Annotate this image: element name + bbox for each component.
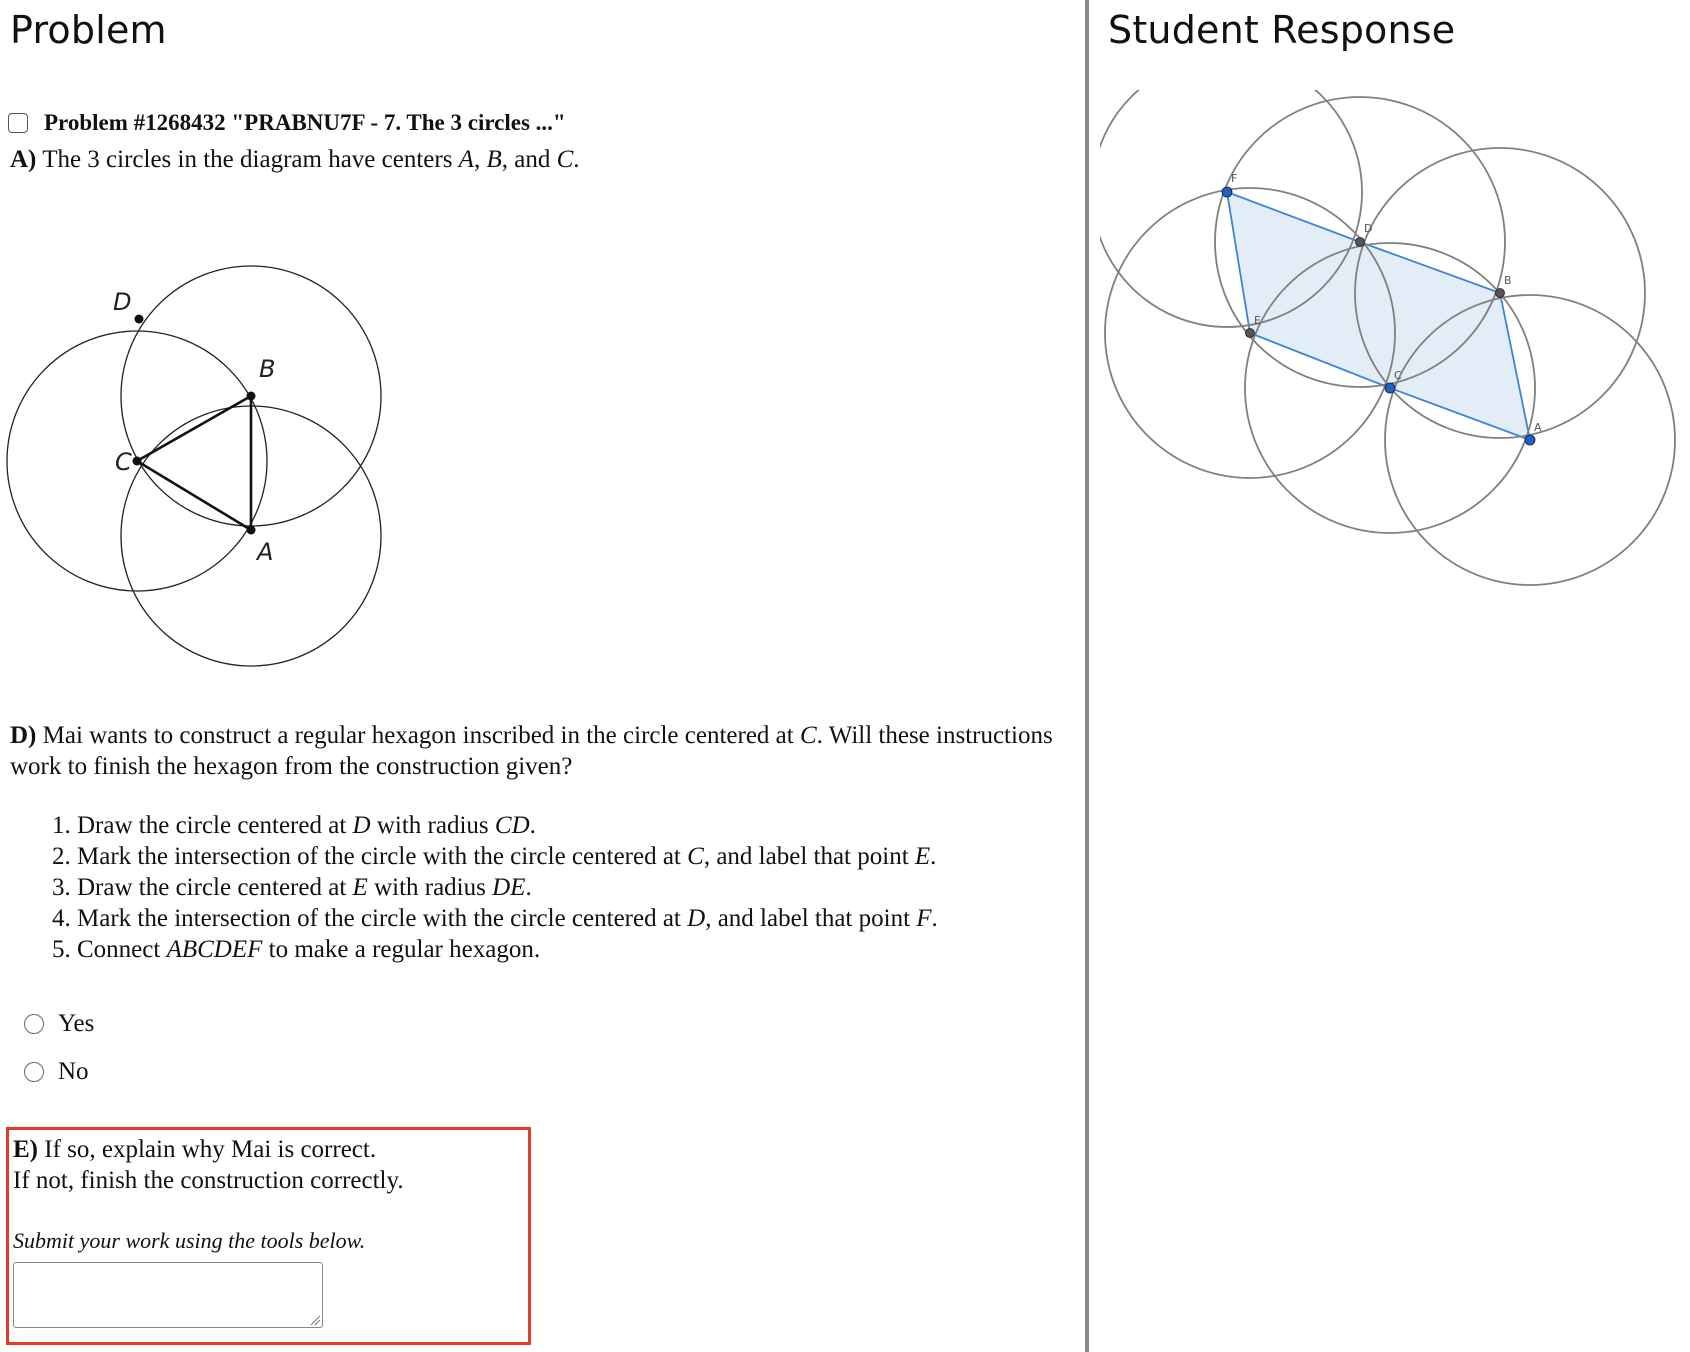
point-e (1246, 329, 1255, 338)
step-item (52, 872, 938, 903)
step-text: to make a regular hexagon. (262, 936, 541, 963)
problem-header-text: Problem #1268432 "PRABNU7F - 7. The 3 circles ..." (44, 110, 566, 135)
part-d-text-2: . Will these instructions (816, 722, 1053, 749)
segment-cb (137, 396, 251, 461)
part-d-prompt-line-1 (10, 722, 1053, 750)
part-e-text-1: If so, explain why Mai is correct. (38, 1136, 377, 1163)
option-no-label: No (58, 1058, 89, 1085)
problem-header (8, 110, 566, 136)
step-text: . (525, 874, 532, 901)
problem-select-checkbox[interactable] (8, 113, 28, 133)
part-e-prompt-line-2: If not, finish the construction correctly. (13, 1167, 404, 1194)
step-item (52, 934, 938, 965)
step-number: 4. (52, 905, 71, 932)
step-var: E (352, 874, 368, 901)
part-a-text-1: The 3 circles in the diagram have centers (36, 146, 459, 173)
problem-diagram (0, 230, 400, 680)
step-text: , and label that point (703, 843, 915, 870)
step-item (52, 810, 938, 841)
part-a-label: A) (10, 146, 37, 173)
step-number: 3. (52, 874, 71, 901)
step-number: 1. (52, 812, 71, 839)
segment-ac (137, 461, 251, 530)
step-text: with radius (370, 812, 495, 839)
step-var: DE (492, 874, 526, 901)
part-a-prompt (10, 146, 580, 174)
step-var: C (687, 843, 704, 870)
part-e-instruction: Submit your work using the tools below. (13, 1228, 366, 1253)
option-no[interactable] (24, 1058, 89, 1086)
label-d: D (113, 288, 132, 316)
part-a-sep-1: , (473, 146, 487, 173)
step-text: . (931, 905, 938, 932)
student-response-diagram (1100, 90, 1690, 600)
point-a (1525, 435, 1535, 445)
part-a-var-c: C (556, 146, 574, 173)
step-number: 5. (52, 936, 71, 963)
option-no-radio[interactable] (24, 1062, 44, 1082)
step-text: Draw the circle centered at (70, 812, 353, 839)
step-var: F (916, 905, 932, 932)
point-b (247, 392, 256, 401)
step-var: D (352, 812, 371, 839)
part-d-prompt-line-2: work to finish the hexagon from the construction given? (10, 753, 573, 780)
step-var: CD (494, 812, 530, 839)
step-text: , and label that point (705, 905, 917, 932)
step-text: Mark the intersection of the circle with the circle centered at (70, 843, 688, 870)
resize-grip-icon[interactable] (309, 1314, 321, 1326)
point-d (135, 315, 144, 324)
part-e-answer-input[interactable] (13, 1262, 323, 1328)
part-e-prompt-line-1 (13, 1136, 376, 1164)
label-c: C (1394, 369, 1402, 382)
label-a: A (257, 538, 274, 566)
point-f (1222, 187, 1232, 197)
step-text: Mark the intersection of the circle with the circle centered at (70, 905, 688, 932)
label-c: C (115, 448, 132, 476)
label-b: B (259, 355, 276, 383)
part-a-sep-2: , and (501, 146, 557, 173)
label-b: B (1504, 274, 1512, 287)
part-e-highlight-box (6, 1127, 531, 1345)
step-text: . (930, 843, 937, 870)
point-b (1496, 289, 1505, 298)
part-a-var-b: B (486, 146, 502, 173)
point-d (1356, 238, 1365, 247)
step-var: E (914, 843, 931, 870)
part-d-text-1: Mai wants to construct a regular hexagon inscribed in the circle centered at (36, 722, 800, 749)
label-d: D (1364, 222, 1373, 235)
step-text: . (529, 812, 536, 839)
label-f: F (1231, 172, 1238, 185)
problem-pane-title: Problem (10, 8, 167, 52)
part-a-var-a: A (458, 146, 474, 173)
instruction-steps (52, 810, 938, 965)
step-var: ABCDEF (166, 936, 263, 963)
pane-divider[interactable] (1085, 0, 1089, 1352)
step-item (52, 903, 938, 934)
step-number: 2. (52, 843, 71, 870)
step-var: D (687, 905, 706, 932)
part-e-label: E) (13, 1136, 38, 1163)
step-item (52, 841, 938, 872)
option-yes-radio[interactable] (24, 1014, 44, 1034)
part-a-end: . (573, 146, 580, 173)
part-d-var-c: C (799, 722, 817, 749)
step-text: with radius (367, 874, 493, 901)
point-a (247, 526, 256, 535)
part-d-label: D) (10, 722, 37, 749)
point-c (133, 457, 142, 466)
label-e: E (1254, 314, 1261, 327)
point-c (1385, 383, 1395, 393)
label-a: A (1534, 421, 1542, 434)
option-yes-label: Yes (58, 1010, 95, 1037)
step-text: Connect (70, 936, 167, 963)
step-text: Draw the circle centered at (70, 874, 353, 901)
response-pane-title: Student Response (1108, 8, 1456, 52)
option-yes[interactable] (24, 1010, 94, 1038)
